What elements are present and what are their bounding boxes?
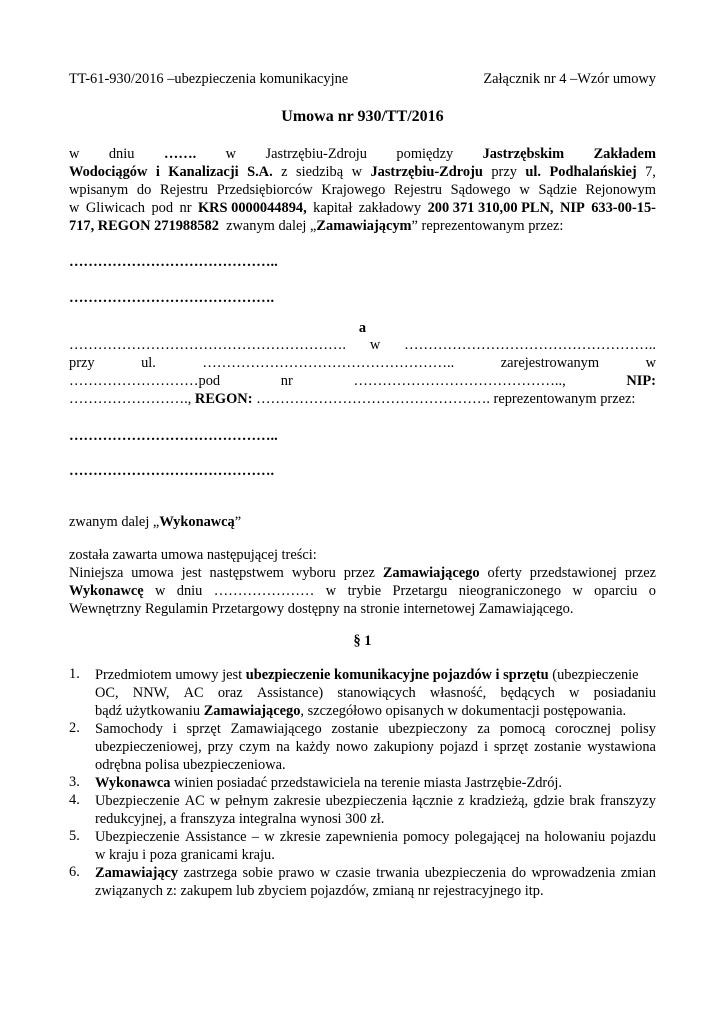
section-heading: § 1 [353, 633, 372, 649]
document-page: TT-61-930/2016 –ubezpieczenia komunikacyjne Załącznik nr 4 –Wzór umowy Umowa nr 930/TT/2016 w dniu ……. w Jastrzębiu-Zdroju pomiędzy Jastrzębskim Zakładem Wodociągów i Kanalizacji S.A. z siedzibą w Jastrzębiu-Zdroju przy ul. Podhalańskiej 7, wpisanym do Rejestru Przedsiębiorców Krajowego Rejestru Sądowego w Sądzie Rejonowym w Gliwicach pod nr KRS 0000044894, kapitał zakładowy 200 371 310,00 PLN, NIP 633-00-15- 717, REGON 271988582 zwanym dalej „Zamawiającym” reprezentowanym przez: …………………………………….. ……………………………………. a …………………………………………………. w …………………………………………….. przy ul. …………………………………………….. zarejestrowanym w ………………………pod nr …………………………………….., NIP: ……………………., REGON: …………………………………………. reprezentowanym przez: …………………………………….. ……………………………………. zwanym dalej „Wykonawcą” została zawarta umowa następującej treści: Niniejsza umowa jest następstwem wyboru przez Zamawiającego oferty przedstawionej przez Wykonawcę w dniu ………………… w trybie Przetargu nieograniczonego w oparciu o Wewnętrzny Regulamin Przetargowy dostępny na stronie internetowej Zamawiającego. § 1 1. Przedmiotem umowy jest ubezpieczenie komunikacyjne pojazdów i sprzętu (ubezpieczenie OC, NNW, AC oraz Assistance) stanowiących własność, będących w posiadaniu bądź użytkowaniu Zamawiającego, szczegółowo opisanych w dokumentacji postępowania. 2. Samochody i sprzęt Zamawiającego zostanie ubezpieczony za pomocą corocznej polisy ubezpieczeniowej, przy czym na każdy nowo zakupiony pojazd i sprzęt zostanie wystawiona odrębna polisa ubezpieczeniowa. 3. Wykonawca winien posiadać przedstawiciela na terenie miasta Jastrzębie-Zdrój. 4. Ubezpieczenie AC w pełnym zakresie ubezpieczenia łącznie z kradzieżą, gdzie brak franszyzy redukcyjnej, a franszyza integralna wynosi 300 zł. 5. Ubezpieczenie Assistance – w zkresie zapewnienia pomocy polegającej na holowaniu pojazdu w kraju i poza granicami kraju. 6. Zamawiający zastrzega sobie prawo w czasie trwania ubezpieczenia do wprowadzenia zmian związanych z: zakupem lub zbyciem pojazdów, zmianą nr rejestracyjnego itp. [69, 71, 656, 899]
representative-line-3: …………………………………….. [69, 428, 278, 444]
intro-line-2: Wodociągów i Kanalizacji S.A. z siedzibą w Jastrzębiu-Zdroju przy ul. Podhalańskiej 7, [69, 164, 656, 180]
representative-line-2: ……………………………………. [69, 290, 275, 306]
intro-line-4: w Gliwicach pod nr KRS 0000044894, kapitał zakładowy 200 371 310,00 PLN, NIP 633-00-15- [69, 200, 656, 216]
page-header [69, 70, 656, 88]
and-separator: a [358, 320, 367, 336]
paragraph-line-2: Wykonawcę w dniu ………………… w trybie Przetargu nieograniczonego w oparciu o [69, 583, 656, 599]
contract-title: Umowa nr 930/TT/2016 [281, 108, 444, 125]
contractor-line-2: przy ul. …………………………………………….. zarejestrowanym w [69, 355, 656, 371]
intro-line-3: wpisanym do Rejestru Przedsiębiorców Krajowego Rejestru Sądowego w Sądzie Rejonowym [69, 182, 656, 198]
contractor-line-1: …………………………………………………. w …………………………………………….. [69, 337, 656, 353]
intro-line-1: w dniu ……. w Jastrzębiu-Zdroju pomiędzy Jastrzębskim Zakładem [69, 146, 656, 162]
representative-line-1: …………………………………….. [69, 254, 278, 270]
intro-line-5: 717, REGON 271988582 zwanym dalej „Zamawiającym” reprezentowanym przez: [69, 218, 564, 234]
concluded-statement: została zawarta umowa następującej treści: [69, 547, 317, 563]
contractor-line-3: ………………………pod nr …………………………………….., NIP: [69, 373, 656, 389]
contractor-line-4: ……………………., REGON: …………………………………………. reprezentowanym przez: [69, 391, 636, 407]
representative-line-4: ……………………………………. [69, 463, 275, 479]
paragraph-line-1: Niniejsza umowa jest następstwem wyboru przez Zamawiającego oferty przedstawionej przez [69, 565, 656, 581]
contractor-designation: zwanym dalej „Wykonawcą” [69, 514, 242, 530]
paragraph-line-3: Wewnętrzny Regulamin Przetargowy dostępny na stronie internetowej Zamawiającego. [69, 601, 574, 617]
header-attachment: Załącznik nr 4 –Wzór umowy [483, 71, 656, 87]
header-reference: TT-61-930/2016 –ubezpieczenia komunikacyjne [69, 71, 349, 87]
